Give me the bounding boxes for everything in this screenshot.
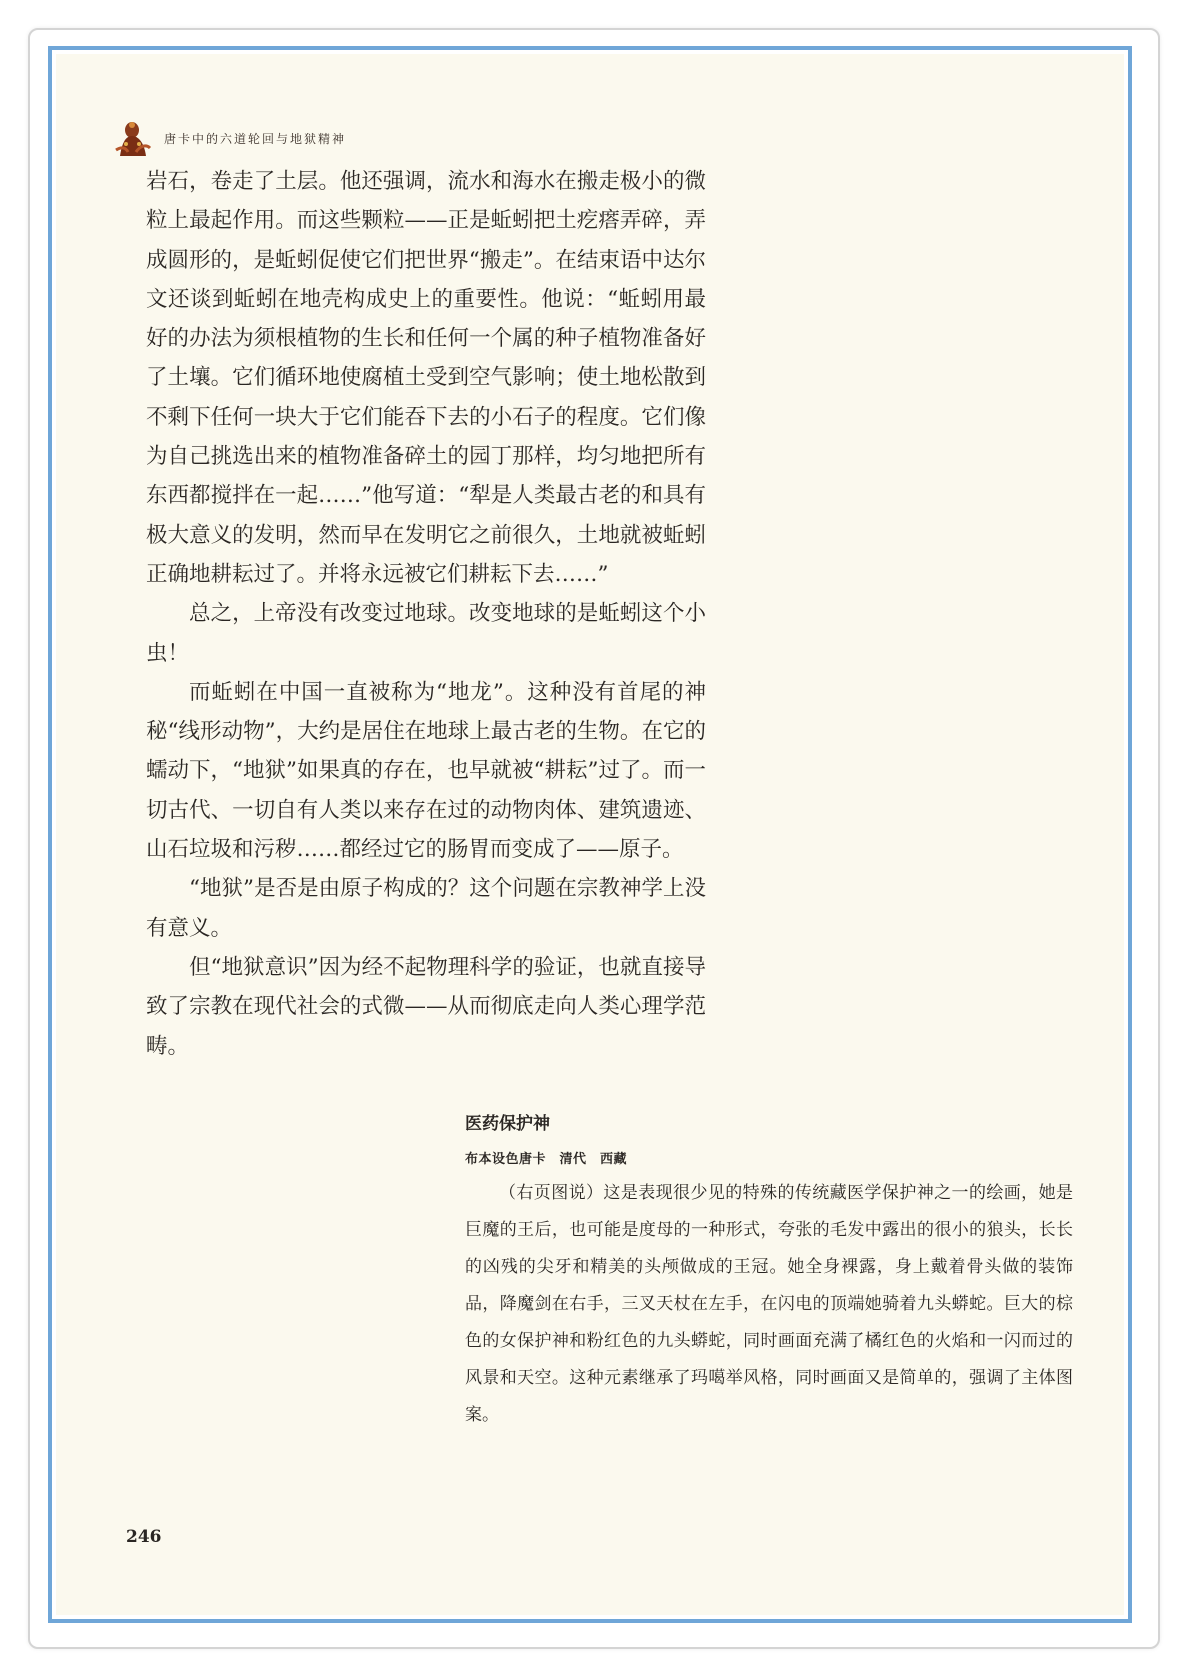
book-page xyxy=(56,54,1124,1615)
paragraph-1: 岩石，卷走了土层。他还强调，流水和海水在搬走极小的微粒上最起作用。而这些颗粒——正是蚯蚓把土疙瘩弄碎，弄成圆形的，是蚯蚓促使它们把世界“搬走”。在结束语中达尔文还谈到蚯蚓在地壳构成史上的重要性。他说：“蚯蚓用最好的办法为须根植物的生长和任何一个属的种子植物准备好了土壤。它们循环地使腐植土受到空气影响；使土地松散到不剩下任何一块大于它们能吞下去的小石子的程度。它们像为自己挑选出来的植物准备碎土的园丁那样，均匀地把所有东西都搅拌在一起……”他写道：“犁是人类最古老的和具有极大意义的发明，然而早在发明它之前很久，土地就被蚯蚓正确地耕耘过了。并将永远被它们耕耘下去……” xyxy=(146,169,706,587)
caption-title: 医药保护神 xyxy=(465,1114,550,1134)
paragraph-4: “地狱”是否是由原子构成的？这个问题在宗教神学上没有意义。 xyxy=(146,876,706,941)
figure-caption xyxy=(465,1109,1073,1434)
running-head-title: 唐卡中的六道轮回与地狱精神 xyxy=(164,131,347,146)
paragraph-2: 总之，上帝没有改变过地球。改变地球的是蚯蚓这个小虫！ xyxy=(146,601,706,666)
paragraph-5: 但“地狱意识”因为经不起物理科学的验证，也就直接导致了宗教在现代社会的式微——从而彻底走向人类心理学范畴。 xyxy=(146,954,706,1059)
caption-text: （右页图说）这是表现很少见的特殊的传统藏医学保护神之一的绘画，她是巨魔的王后，也可能是度母的一种形式，夸张的毛发中露出的很小的狼头，长长的凶残的尖牙和精美的头颅做成的王冠。她全身裸露，身上戴着骨头做的装饰品，降魔剑在右手，三叉天杖在左手，在闪电的顶端她骑着九头蟒蛇。巨大的棕色的女保护神和粉红色的九头蟒蛇，同时画面充满了橘红色的火焰和一闪而过的风景和天空。这种元素继承了玛噶举风格，同时画面又是简单的，强调了主体图案。 xyxy=(465,1183,1073,1425)
page-number: 246 xyxy=(126,1527,162,1547)
main-text xyxy=(146,162,706,1066)
running-head xyxy=(112,118,346,158)
tangka-figure-icon xyxy=(112,116,152,160)
caption-subtitle: 布本设色唐卡 清代 西藏 xyxy=(465,1152,628,1167)
paragraph-3: 而蚯蚓在中国一直被称为“地龙”。这种没有首尾的神秘“线形动物”，大约是居住在地球上最古老的生物。在它的蠕动下，“地狱”如果真的存在，也早就被“耕耘”过了。而一切古代、一切自有人类以来存在过的动物肉体、建筑遗迹、山石垃圾和污秽……都经过它的肠胃而变成了——原子。 xyxy=(146,679,706,863)
